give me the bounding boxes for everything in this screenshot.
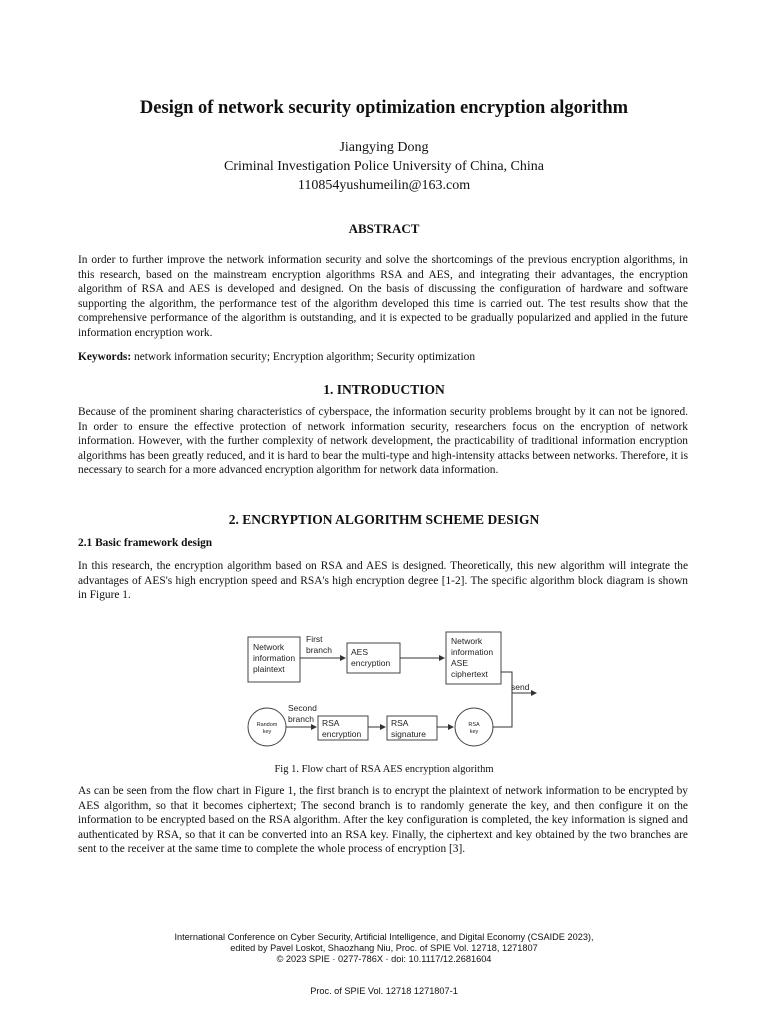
paper-title: Design of network security optimization encryption algorithm <box>139 98 629 118</box>
scheme-text-2: As can be seen from the flow chart in Figure 1, the first branch is to encrypt the plaintext of network information to be encrypted by AES algorithm, so that it becomes ciphertext; The second branch is to randomly generate the key, and then configure it on the information to be encrypted based on the RSA algorithm. After the key configuration is completed, the key information is signed and authenticated by RSA, so that it can be converted into an RSA key. Finally, the ciphertext and key obtained by the two branches are sent to the receiver at the same time to complete the whole process of encryption [3]. <box>78 785 688 856</box>
rsa-enc-line-1: RSA <box>322 718 340 728</box>
keywords-text: network information security; Encryption algorithm; Security optimization <box>131 351 476 363</box>
author-block <box>0 138 768 195</box>
first-branch-line-2: branch <box>306 645 332 655</box>
rsa-key-line-2: key <box>469 729 479 735</box>
rsa-sig-line-1: RSA <box>391 718 409 728</box>
subsection-heading: 2.1 Basic framework design <box>78 537 213 549</box>
plaintext-line-3: plaintext <box>253 664 285 674</box>
author-affiliation: Criminal Investigation Police University of China, China <box>223 159 544 174</box>
plaintext-line-2: information <box>253 653 296 663</box>
author-name: Jiangying Dong <box>339 140 429 155</box>
send-label: send <box>511 682 530 692</box>
section-heading-introduction: 1. INTRODUCTION <box>323 382 445 397</box>
random-key-line-2: key <box>262 729 272 735</box>
keywords <box>78 350 688 365</box>
rsa-sig-line-2: signature <box>391 729 426 739</box>
footer-line-1: International Conference on Cyber Security, Artificial Intelligence, and Digital Economy (CSAIDE 2023), <box>174 932 594 942</box>
keywords-label: Keywords: <box>78 351 132 363</box>
aes-line-2: encryption <box>351 658 391 668</box>
abstract-heading: ABSTRACT <box>348 221 420 236</box>
plaintext-line-1: Network <box>253 642 285 652</box>
rsa-enc-line-2: encryption <box>322 729 362 739</box>
introduction-text: Because of the prominent sharing characteristics of cyberspace, the information security problems brought by it can not be ignored. In order to ensure the effective protection of network information security, researchers focus on the encryption of network information. However, with the further complexity of network development, the practicability of traditional information encryption algorithms has been greatly reduced, and it is hard to bear the multi-type and high-intensity attacks between networks. Therefore, it is necessary to search for a more advanced encryption algorithm for network data information. <box>78 406 688 477</box>
flow-chart-diagram <box>240 626 540 752</box>
cipher-line-3: ASE <box>451 658 469 668</box>
figure-1 <box>240 626 540 752</box>
page-number-footer: Proc. of SPIE Vol. 12718 1271807-1 <box>310 986 458 996</box>
abstract-text: In order to further improve the network information security and solve the shortcomings of the previous encryption algorithms, in this research, based on the mainstream encryption algorithms RSA and AES, and integrating their advantages, the encryption algorithm of RSA and AES is developed and designed. On the basis of discussing the configuration of hardware and software supporting the algorithm, the performance test of the algorithm developed this time is carried out. The test results show that the comprehensive performance of the algorithm is outstanding, and it is expected to be gradually popularized and applied in the future information encryption work. <box>78 254 688 339</box>
footer-line-2: edited by Pavel Loskot, Shaozhang Niu, Proc. of SPIE Vol. 12718, 1271807 <box>230 943 538 953</box>
section-heading-scheme-design: 2. ENCRYPTION ALGORITHM SCHEME DESIGN <box>228 512 540 527</box>
scheme-text-1: In this research, the encryption algorithm based on RSA and AES is designed. Theoretically, this new algorithm will integrate the advantages of AES's high encryption speed and RSA's high encryption degree [1-2]. The specific algorithm block diagram is shown in Figure 1. <box>78 560 688 602</box>
footer-line-3: © 2023 SPIE · 0277-786X · doi: 10.1117/12.2681604 <box>276 954 492 964</box>
author-email: 110854yushumeilin@163.com <box>297 178 471 193</box>
second-branch-line-2: branch <box>288 714 314 724</box>
random-key-line-1: Random <box>256 722 278 728</box>
first-branch-line-1: First <box>306 634 323 644</box>
cipher-line-2: information <box>451 647 494 657</box>
rsa-key-line-1: RSA <box>468 722 480 728</box>
conference-footer <box>0 932 768 965</box>
figure-caption: Fig 1. Flow chart of RSA AES encryption algorithm <box>274 764 494 775</box>
second-branch-line-1: Second <box>288 703 317 713</box>
aes-line-1: AES <box>351 647 369 657</box>
cipher-line-1: Network <box>451 636 483 646</box>
cipher-line-4: ciphertext <box>451 669 488 679</box>
